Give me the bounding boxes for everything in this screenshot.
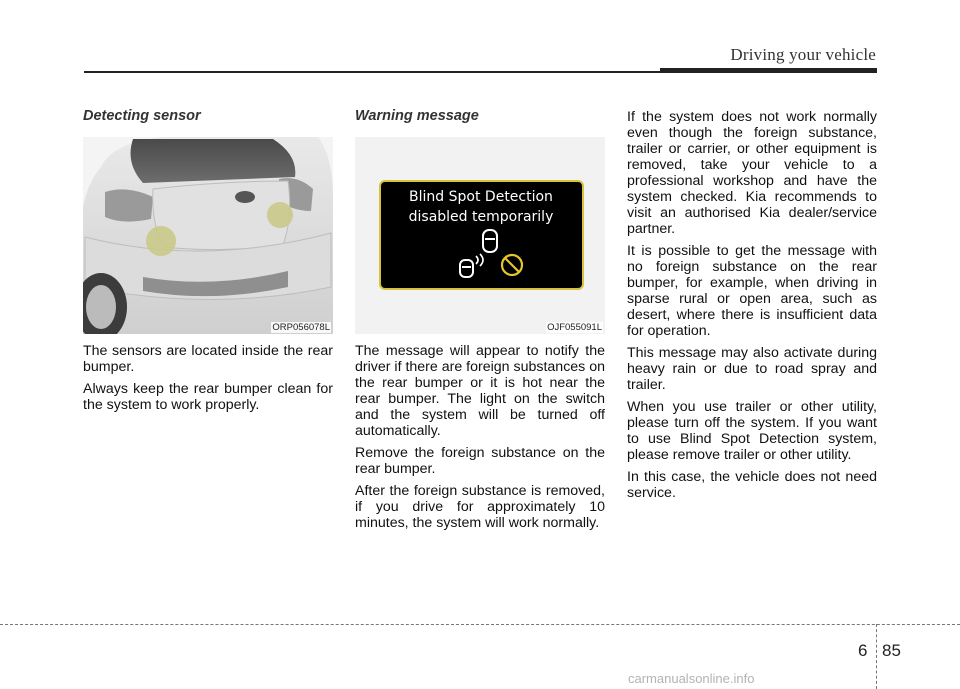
paragraph: In this case, the vehicle does not need service. bbox=[627, 469, 877, 501]
column-middle bbox=[355, 108, 605, 537]
footer-divider bbox=[876, 624, 877, 689]
figure-code: ORP056078L bbox=[272, 322, 330, 333]
paragraph: The sensors are located inside the rear bumper. bbox=[83, 343, 333, 375]
figure-code: OJF055091L bbox=[547, 322, 602, 333]
column-right bbox=[627, 109, 877, 507]
sensor-right-icon bbox=[267, 202, 293, 228]
header-rule-accent bbox=[660, 68, 877, 73]
section-title: Driving your vehicle bbox=[730, 45, 876, 64]
chapter-number: 6 bbox=[858, 641, 868, 660]
paragraph: Remove the foreign substance on the rear bumper. bbox=[355, 445, 605, 477]
paragraph: The message will appear to notify the driver if there are foreign substances on the rear bumper or it is hot near the rear bumper. The light on the switch and the system will be turned off automatically. bbox=[355, 343, 605, 439]
figure-rear-bumper-sensors bbox=[83, 137, 333, 334]
paragraph: It is possible to get the message with no foreign substance on the rear bumper, for example, when driving in sparse rural or open area, such as desert, where there is insufficient data for operation. bbox=[627, 243, 877, 339]
cluster-display bbox=[355, 137, 605, 334]
paragraph: When you use trailer or other utility, please turn off the system. If you want to use Blind Spot Detection system, please remove trailer or other utility. bbox=[627, 399, 877, 463]
display-line-1: Blind Spot Detection bbox=[409, 189, 553, 205]
watermark: carmanualsonline.info bbox=[628, 671, 755, 686]
heading-warning-message: Warning message bbox=[355, 108, 479, 124]
column-left bbox=[83, 108, 333, 419]
paragraph: This message may also activate during heavy rain or due to road spray and trailer. bbox=[627, 345, 877, 393]
car-rear-illustration bbox=[83, 137, 333, 334]
figure-warning-display bbox=[355, 137, 605, 334]
sensor-left-icon bbox=[146, 226, 176, 256]
page-number: 85 bbox=[882, 641, 901, 660]
footer-rule bbox=[0, 624, 960, 625]
paragraph: Always keep the rear bumper clean for the system to work properly. bbox=[83, 381, 333, 413]
paragraph: If the system does not work normally even though the foreign substance, trailer or carrier, or other equipment is removed, take your vehicle to a professional workshop and have the system checked. Kia recommends to visit an authorised Kia dealer/service partner. bbox=[627, 109, 877, 237]
heading-detecting-sensor: Detecting sensor bbox=[83, 108, 201, 124]
display-line-2: disabled temporarily bbox=[408, 209, 554, 225]
paragraph: After the foreign substance is removed, if you drive for approximately 10 minutes, the system will work normally. bbox=[355, 483, 605, 531]
